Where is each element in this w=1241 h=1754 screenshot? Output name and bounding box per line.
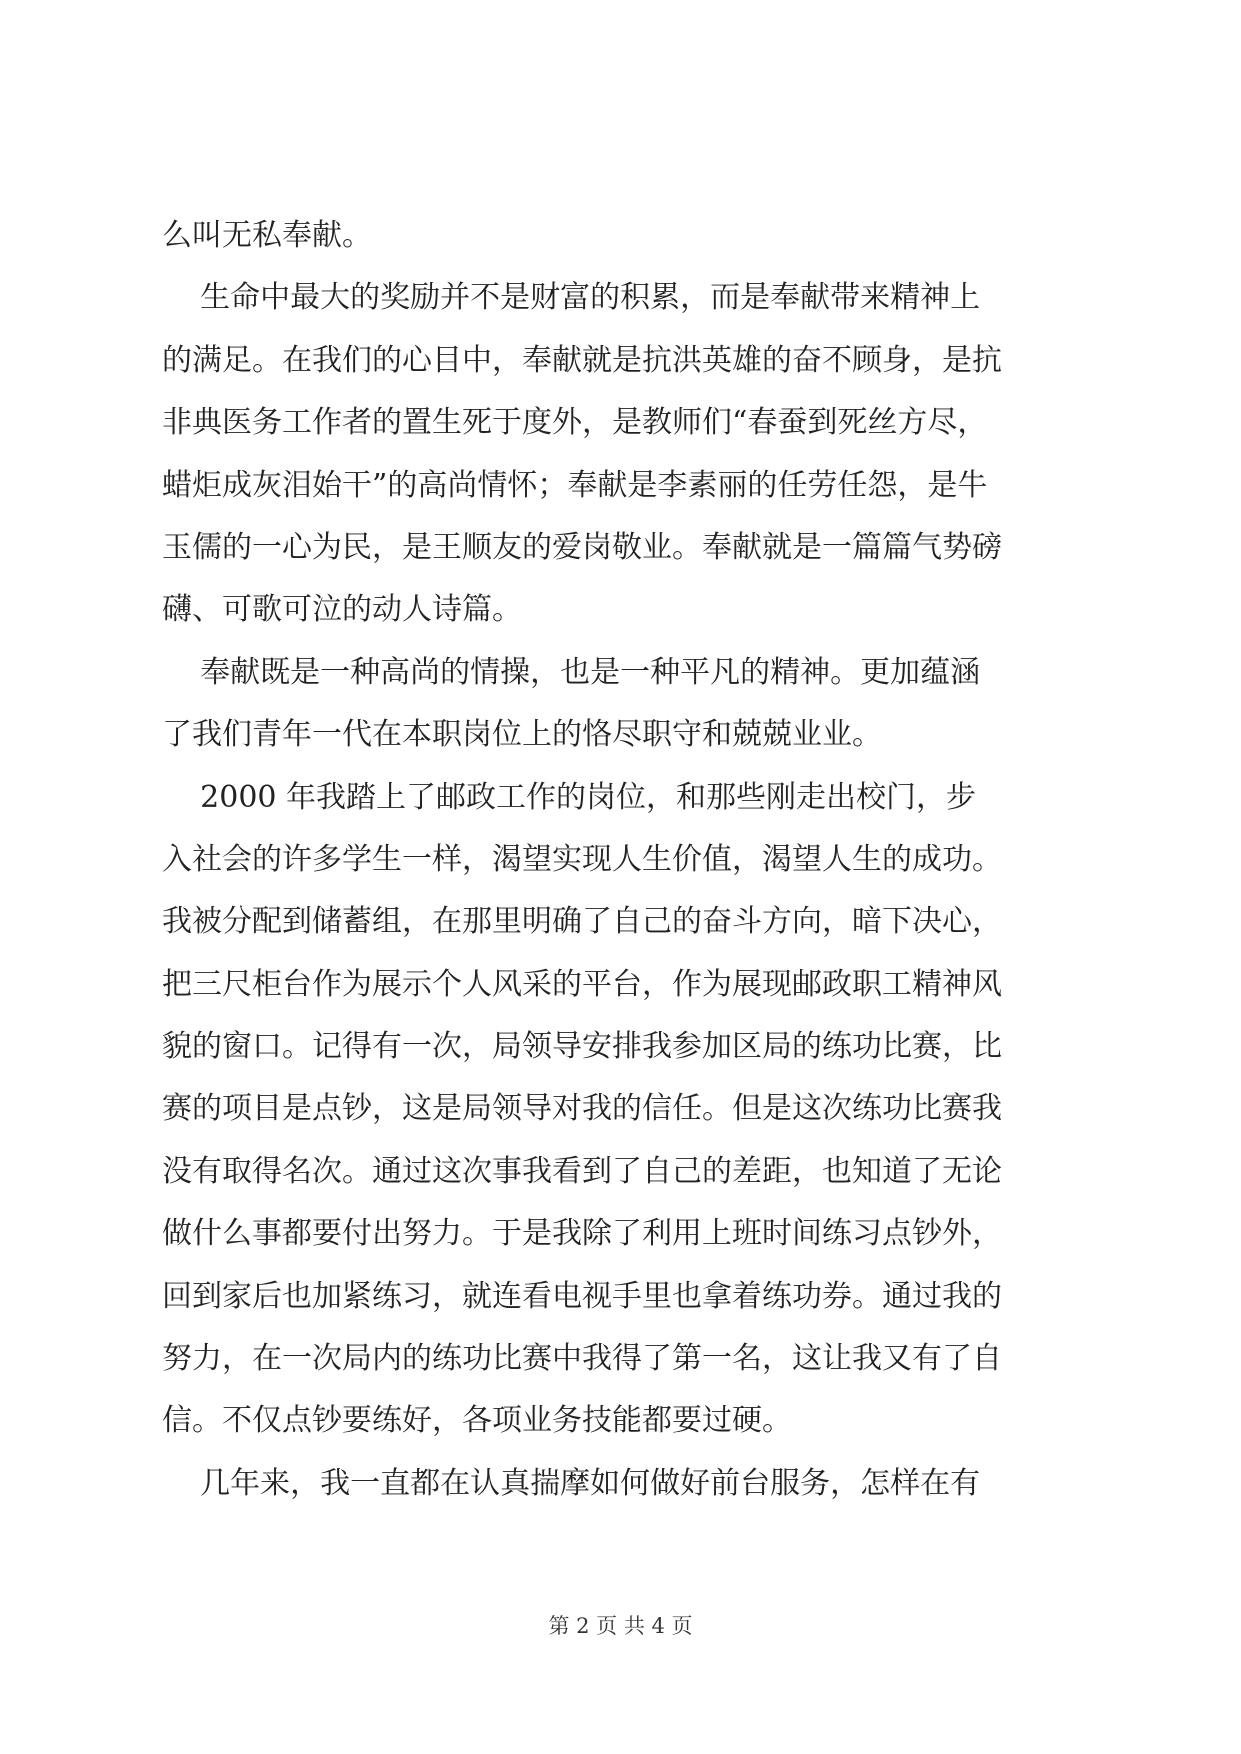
text-line: 礴、可歌可泣的动人诗篇。 bbox=[162, 592, 522, 628]
text-line: 几年来，我一直都在认真揣摩如何做好前台服务，怎样在有 bbox=[162, 1465, 981, 1501]
text-line: 玉儒的一心为民，是王顺友的爱岗敬业。奉献就是一篇篇气势磅 bbox=[162, 529, 1002, 565]
document-body bbox=[162, 205, 1082, 1515]
page-footer bbox=[0, 1610, 1241, 1640]
text-line: 信。不仅点钞要练好，各项业务技能都要过硬。 bbox=[162, 1403, 792, 1439]
text-line: 把三尺柜台作为展示个人风采的平台，作为展现邮政职工精神风 bbox=[162, 966, 1002, 1002]
text-line: 非典医务工作者的置生死于度外，是教师们“春蚕到死丝方尽， bbox=[162, 405, 988, 441]
text-line: 蜡炬成灰泪始干”的高尚情怀；奉献是李素丽的任劳任怨，是牛 bbox=[162, 467, 988, 503]
text-line: 2000 年我踏上了邮政工作的岗位，和那些刚走出校门，步 bbox=[162, 779, 977, 815]
text-line: 貌的窗口。记得有一次，局领导安排我参加区局的练功比赛，比 bbox=[162, 1029, 1002, 1065]
page-indicator: 第 2 页 共 4 页 bbox=[548, 1614, 693, 1638]
text-line: 赛的项目是点钞，这是局领导对我的信任。但是这次练功比赛我 bbox=[162, 1091, 1002, 1127]
text-line: 入社会的许多学生一样，渴望实现人生价值，渴望人生的成功。 bbox=[162, 841, 1002, 877]
text-line: 做什么事都要付出努力。于是我除了利用上班时间练习点钞外， bbox=[162, 1216, 1002, 1252]
text-line: 的满足。在我们的心目中，奉献就是抗洪英雄的奋不顾身，是抗 bbox=[162, 342, 1002, 378]
text-line: 努力，在一次局内的练功比赛中我得了第一名，这让我又有了自 bbox=[162, 1341, 1002, 1377]
text-line: 了我们青年一代在本职岗位上的恪尽职守和兢兢业业。 bbox=[162, 717, 882, 753]
text-line: 生命中最大的奖励并不是财富的积累，而是奉献带来精神上 bbox=[162, 280, 981, 316]
text-line: 奉献既是一种高尚的情操，也是一种平凡的精神。更加蕴涵 bbox=[162, 654, 981, 690]
text-line: 回到家后也加紧练习，就连看电视手里也拿着练功券。通过我的 bbox=[162, 1278, 1002, 1314]
text-line: 么叫无私奉献。 bbox=[162, 218, 372, 253]
text-line: 我被分配到储蓄组，在那里明确了自己的奋斗方向，暗下决心， bbox=[162, 904, 1002, 940]
text-line: 没有取得名次。通过这次事我看到了自己的差距，也知道了无论 bbox=[162, 1153, 1002, 1189]
